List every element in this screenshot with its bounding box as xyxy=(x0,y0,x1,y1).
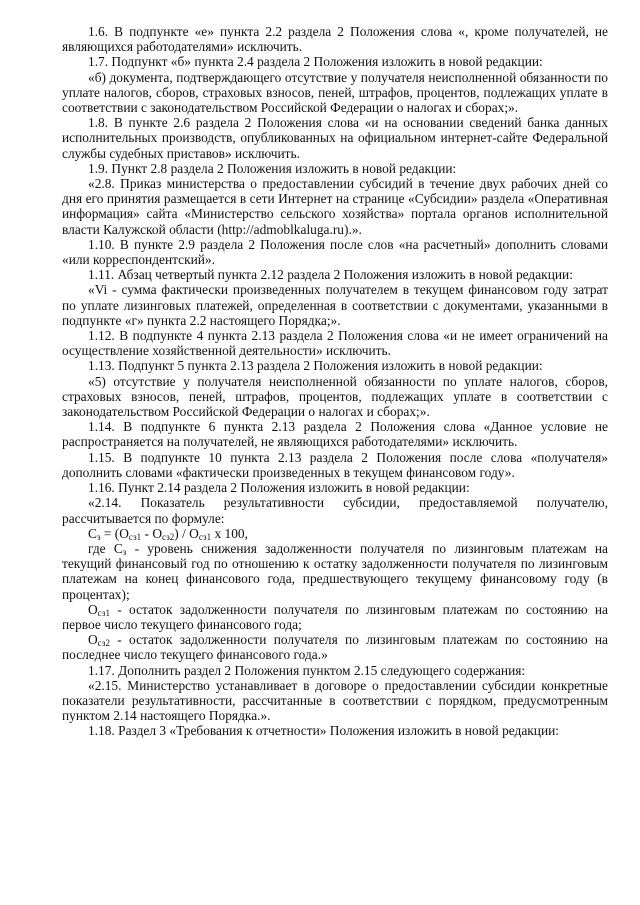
paragraph-1-13: 1.13. Подпункт 5 пункта 2.13 раздела 2 Положения изложить в новой редакции: xyxy=(88,358,543,374)
formula-minus: - О xyxy=(141,525,162,541)
paragraph-1-9-quote: «2.8. Приказ министерства о предоставлении субсидий в течение двух рабочих дней со дня его принятия размещается в сети Интернет на странице «Субсидии» раздела «Оперативная информация» сайта «Министерство сельского хозяйства» портала органов исполнительной власти Калужской области (http://admoblkaluga.ru).». xyxy=(62,176,608,237)
paragraph-1-16-quote: «2.14. Показатель результативности субсидии, предоставляемой получателю, рассчитывается по формуле: xyxy=(62,495,608,526)
definition-c-lead: где С xyxy=(88,540,123,556)
paragraph-1-12: 1.12. В подпункте 4 пункта 2.13 раздела 2 Положения слова «и не имеет ограничений на осуществление хозяйственной деятельности» исключить. xyxy=(62,328,608,359)
formula-o2-sub: сз2 xyxy=(162,531,175,542)
definition-o1-lead: О xyxy=(88,601,98,617)
paragraph-1-18: 1.18. Раздел 3 «Требования к отчетности» Положения изложить в новой редакции: xyxy=(88,723,560,739)
paragraph-1-10: 1.10. В пункте 2.9 раздела 2 Положения после слов «на расчетный» дополнить словами «или корреспондентский». xyxy=(62,236,608,268)
formula-o1-sub: сз1 xyxy=(128,531,142,542)
paragraph-1-7-quote: «б) документа, подтверждающего отсутствие у получателя неисполненной обязанности по уплате налогов, сборов, страховых взносов, пеней, штрафов, процентов, подлежащих уплате в соответствии с законодательством Российской Федерации о налогах и сборах;». xyxy=(62,69,608,116)
formula-c-sub: з xyxy=(96,531,101,542)
paragraph-1-11: 1.11. Абзац четвертый пункта 2.12 раздела 2 Положения изложить в новой редакции: xyxy=(88,267,573,283)
paragraph-1-9: 1.9. Пункт 2.8 раздела 2 Положения изложить в новой редакции: xyxy=(88,160,457,176)
formula-tail: х 100, xyxy=(211,525,248,541)
paragraph-1-6: 1.6. В подпункте «е» пункта 2.2 раздела 2 Положения слова «, кроме получателей, не являющихся работодателями» исключить. xyxy=(62,24,608,55)
definition-c-text: - уровень снижения задолженности получателя по лизинговым платежам на текущий финансовый год по отношению к остатку задолженности получателя по лизинговым платежам на конец финансового года, предшествующего текущему финансовому году (в процентах); xyxy=(62,540,608,602)
paragraph-1-16: 1.16. Пункт 2.14 раздела 2 Положения изложить в новой редакции: xyxy=(88,480,470,496)
paragraph-1-11-quote: «Vi - сумма фактически произведенных получателем в текущем финансовом году затрат по уплате лизинговых платежей, определенная в соответствии с документами, указанными в подпункте «г» пункта 2.2 настоящего Порядка;». xyxy=(62,282,608,328)
formula-eq: = (О xyxy=(100,525,129,541)
paragraph-1-13-quote: «5) отсутствие у получателя неисполненной обязанности по уплате налогов, сборов, страховых взносов, пеней, штрафов, процентов, подлежащих уплате в соответствии с законодательством Российской Федерации о налогах и сборах;». xyxy=(62,373,608,420)
formula-o3-sub: сз1 xyxy=(198,531,212,542)
definition-c-sub: з xyxy=(122,546,127,557)
formula-div: ) / О xyxy=(174,525,199,541)
definition-o1-sub: сз1 xyxy=(97,607,110,618)
paragraph-1-17-quote: «2.15. Министерство устанавливает в договоре о предоставлении субсидии конкретные показатели результативности, рассчитанные в соответствии с порядком, предусмотренным пунктом 2.14 настоящего Порядка.». xyxy=(62,677,608,724)
paragraph-1-7: 1.7. Подпункт «б» пункта 2.4 раздела 2 Положения изложить в новой редакции: xyxy=(88,54,543,70)
definition-o2 xyxy=(62,632,608,662)
definition-o2-sub: сз2 xyxy=(97,638,110,649)
definition-c xyxy=(62,541,608,602)
formula-c: С xyxy=(88,525,97,541)
definition-o2-lead: О xyxy=(88,632,98,648)
definition-o2-text: - остаток задолженности получателя по лизинговым платежам по состоянию на последнее число текущего финансового года.» xyxy=(62,632,608,663)
paragraph-1-17: 1.17. Дополнить раздел 2 Положения пунктом 2.15 следующего содержания: xyxy=(88,662,526,678)
paragraph-1-14: 1.14. В подпункте 6 пункта 2.13 раздела 2 Положения слова «Данное условие не распространяется на получателей, не являющихся работодателями» исключить. xyxy=(62,419,608,450)
paragraph-1-8: 1.8. В пункте 2.6 раздела 2 Положения слова «и на основании сведений банка данных исполнительных производств, опубликованных на официальном интернет-сайте Федеральной службы судебных приставов» исключить. xyxy=(62,115,608,161)
definition-o1-text: - остаток задолженности получателя по лизинговым платежам по состоянию на первое число текущего финансового года; xyxy=(62,601,608,632)
definition-o1 xyxy=(62,602,608,632)
formula xyxy=(62,526,608,541)
paragraph-1-15: 1.15. В подпункте 10 пункта 2.13 раздела 2 Положения после слова «получателя» дополнить словами «фактически произведенных в текущем финансовом году». xyxy=(62,449,608,480)
